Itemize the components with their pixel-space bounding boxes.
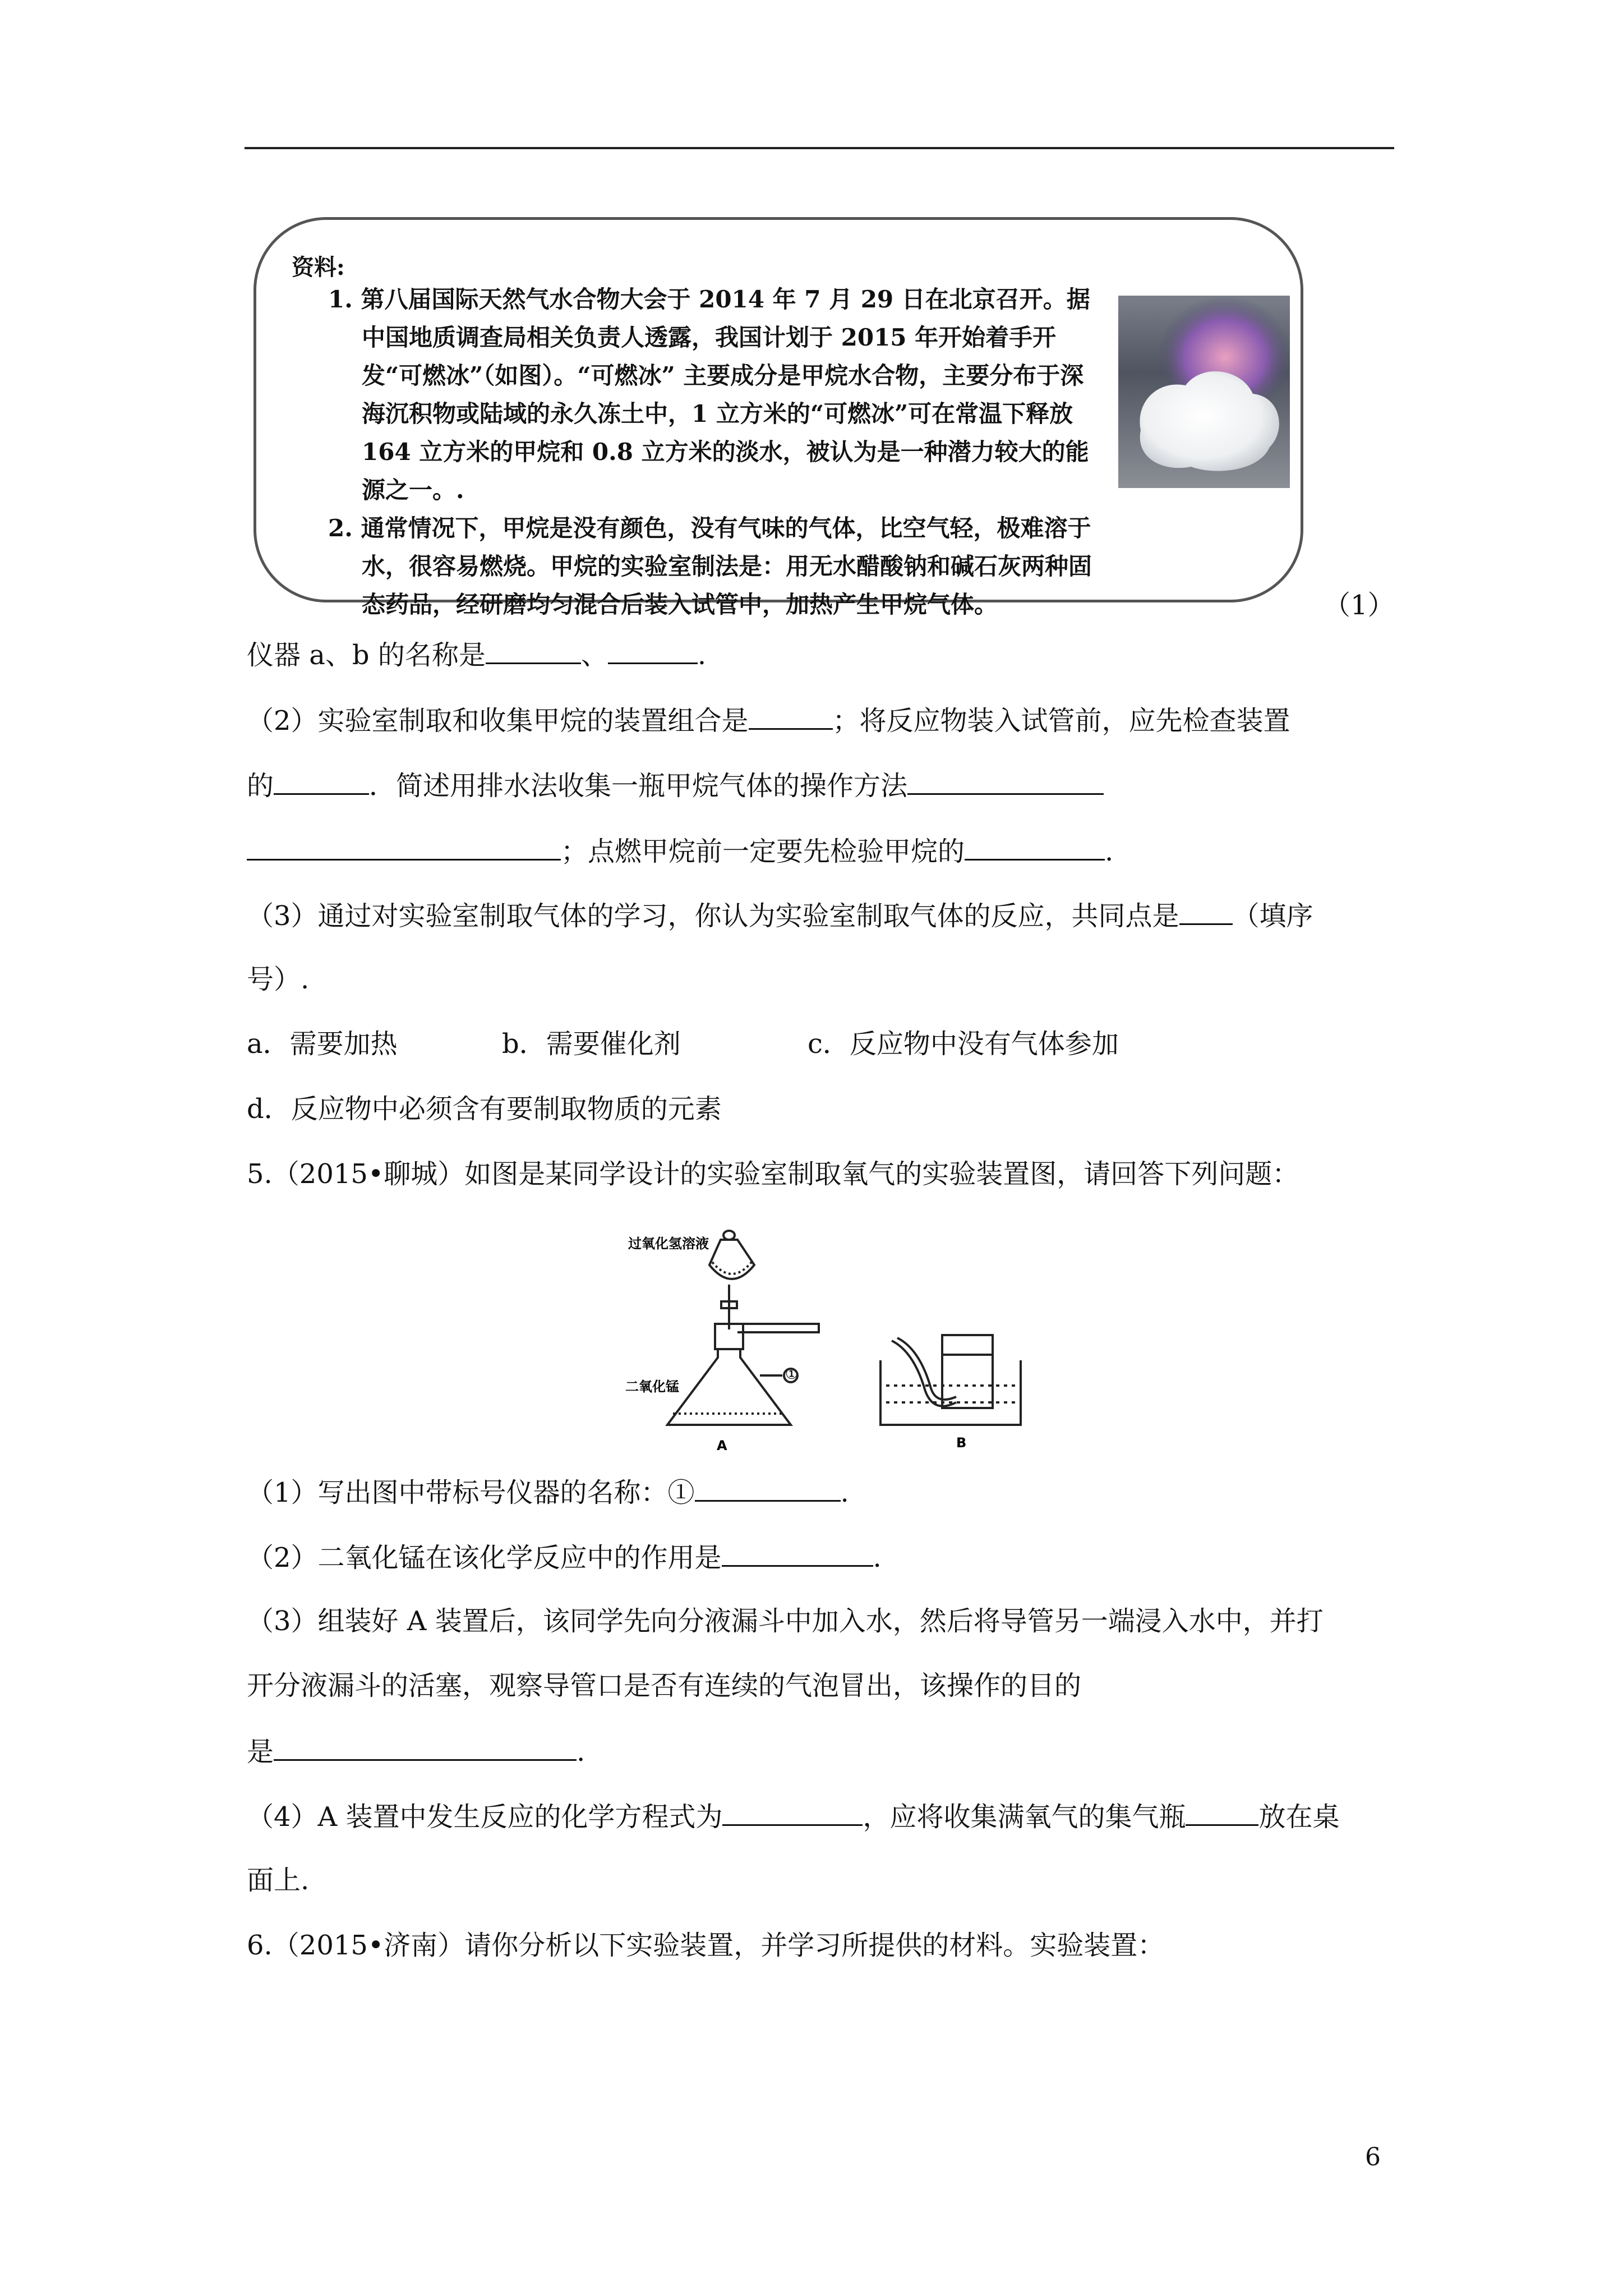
header-rule: [245, 147, 1394, 149]
label-instrument-1: ①: [785, 1366, 799, 1383]
answer-blank[interactable]: [1179, 898, 1233, 925]
q5-part3-line2: 开分液漏斗的活塞，观察导管口是否有连续的气泡冒出，该操作的目的: [247, 1670, 1082, 1701]
q4-part2-line1: （2）实验室制取和收集甲烷的装置组合是 ；将反应物装入试管前，应先检查装置: [247, 702, 1290, 738]
option-c: c．反应物中没有气体参加: [808, 1028, 1119, 1060]
answer-blank[interactable]: [722, 1539, 873, 1567]
answer-blank[interactable]: [695, 1474, 841, 1502]
q5-part3-line3: 是 .: [247, 1733, 585, 1769]
answer-blank[interactable]: [965, 833, 1105, 861]
oxygen-apparatus-figure: [611, 1223, 1049, 1458]
label-B: B: [956, 1435, 967, 1451]
page-number: 6: [1365, 2143, 1381, 2171]
answer-blank[interactable]: [274, 767, 369, 795]
material-item-1: 1. 第八届国际天然气水合物大会于 2014 年 7 月 29 日在北京召开。据中国地质调查局相关负责人透露，我国计划于 2015 年开始着手开发“可燃冰”（如图）。“可燃冰” 主要成分是甲烷水合物，主要分布于深海沉积物或陆域的永久冻土中，1 立方米的“可燃冰”可在常温下释放 164 立方米的甲烷和 0.8 立方米的淡水，被认为是一种潜力较大的能源之一。.: [328, 286, 1090, 504]
material-item-2: 2. 通常情况下，甲烷是没有颜色，没有气味的气体，比空气轻，极难溶于水，很容易燃烧。甲烷的实验室制法是：用无水醋酸钠和碱石灰两种固态药品，经研磨均匀混合后装入试管中，加热产生甲烷气体。: [328, 514, 1092, 618]
label-A: A: [717, 1438, 727, 1453]
q5-part1: （1）写出图中带标号仪器的名称：① .: [247, 1474, 849, 1510]
option-d: d．反应物中必须含有要制取物质的元素: [247, 1093, 722, 1125]
material-text: [328, 280, 1102, 624]
answer-blank[interactable]: [247, 833, 561, 861]
answer-blank[interactable]: [486, 637, 581, 664]
combustible-ice-photo: [1118, 296, 1290, 488]
answer-blank[interactable]: [749, 702, 833, 730]
q4-part2-line2: 的 ．简述用排水法收集一瓶甲烷气体的操作方法: [247, 767, 1104, 803]
label-h2o2: 过氧化氢溶液: [628, 1236, 709, 1251]
q6-stem: 6.（2015•济南）请你分析以下实验装置，并学习所提供的材料。实验装置：: [247, 1930, 1165, 1961]
q5-part2: （2）二氧化锰在该化学反应中的作用是 .: [247, 1539, 882, 1575]
answer-blank[interactable]: [274, 1733, 577, 1761]
separatory-funnel: [709, 1231, 754, 1329]
option-b: b．需要催化剂: [502, 1028, 681, 1060]
answer-blank[interactable]: [1186, 1798, 1258, 1826]
q4-options-row: [247, 1027, 1119, 1061]
q5-part3-line1: （3）组装好 A 装置后，该同学先向分液漏斗中加入水，然后将导管另一端浸入水中，并打: [247, 1605, 1324, 1637]
answer-blank[interactable]: [722, 1798, 863, 1826]
label-mno2: 二氧化锰: [625, 1379, 679, 1395]
water-trough: [880, 1335, 1021, 1425]
q5-part4-line1: （4）A 装置中发生反应的化学方程式为 ，应将收集满氧气的集气瓶 放在桌: [247, 1798, 1340, 1834]
answer-blank[interactable]: [907, 767, 1104, 795]
answer-blank[interactable]: [608, 637, 698, 664]
q4-part2-line3: ；点燃甲烷前一定要先检验甲烷的 .: [247, 833, 1113, 868]
q4-part3-line1: （3）通过对实验室制取气体的学习，你认为实验室制取气体的反应，共同点是 （填序: [247, 898, 1313, 933]
conical-flask: [667, 1324, 797, 1425]
question-part-number: （1）: [1324, 590, 1395, 621]
q4-part1: 仪器 a、b 的名称是 、 .: [247, 637, 706, 672]
option-a: a．需要加热: [247, 1028, 398, 1060]
q5-stem: 5.（2015•聊城）如图是某同学设计的实验室制取氧气的实验装置图，请回答下列问题：: [247, 1158, 1299, 1190]
material-heading: 资料:: [292, 254, 345, 280]
q4-part3-line2: 号）.: [247, 964, 310, 995]
q5-part4-line2: 面上.: [247, 1865, 310, 1896]
